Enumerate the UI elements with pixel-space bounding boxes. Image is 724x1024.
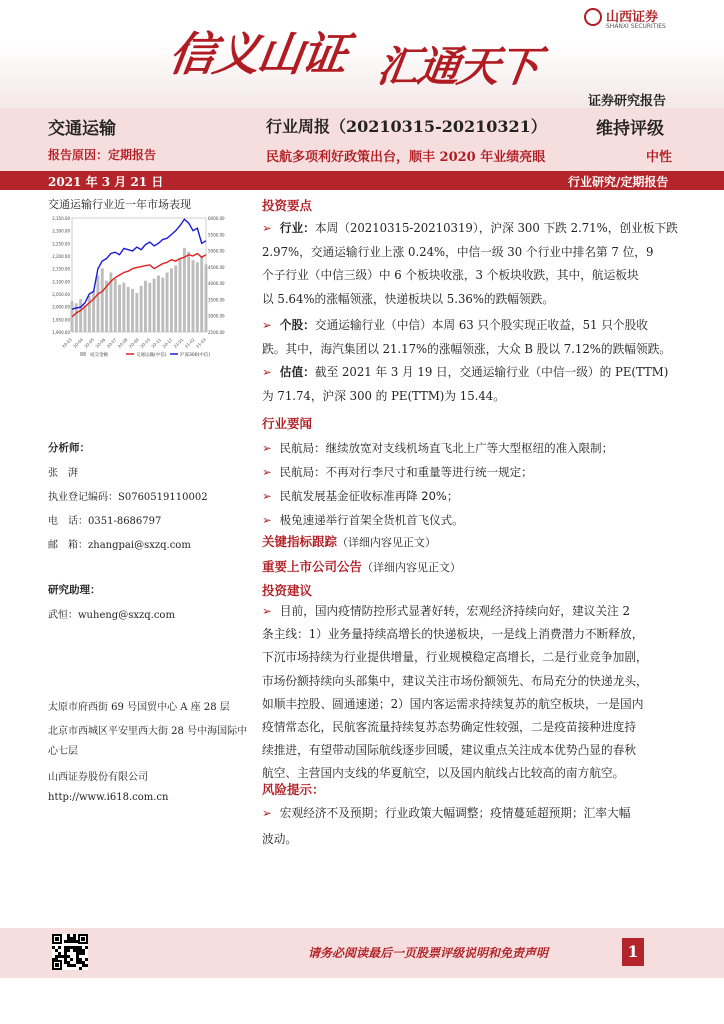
section-announcements [262, 557, 461, 575]
report-title: 行业周报（20210315-20210321） [266, 117, 547, 136]
key-point-industry [262, 217, 680, 311]
list-item: ➢ 民航局：不再对行李尺寸和重量等进行统一规定； [262, 465, 533, 479]
y2-tick-label: 6000.00 [208, 216, 225, 221]
section-tracking [262, 532, 436, 550]
y-tick-label: 2,050.00 [52, 292, 70, 297]
kp2-line: 交通运输行业（中信）本周 63 只个股实现正收益，51 只个股收 [314, 318, 648, 332]
kp1-line: 以 5.64%的涨幅领涨，快递板块以 5.36%的跌幅领跌。 [262, 291, 555, 306]
kp1-label: 行业： [279, 221, 315, 235]
x-tick-label: 20-10 [139, 337, 151, 349]
rating-label: 维持评级 [596, 119, 664, 139]
y-tick-label: 2,100.00 [52, 279, 70, 285]
arrow-icon: ➢ [262, 441, 272, 455]
y2-tick-label: 2500.00 [208, 330, 225, 335]
kp1-line: 个子行业（中信三级）中 6 个板块收涨，3 个板块收跌，其中，航运板块 [262, 268, 639, 283]
y2-tick-label: 4000.00 [208, 281, 225, 287]
section-advice: 投资建议 [262, 583, 313, 598]
analyst-license: 执业登记编码：S0760519110002 [48, 492, 208, 503]
volume-bar [84, 305, 87, 332]
volume-bar [79, 299, 82, 332]
y2-tick-label: 3500.00 [208, 297, 225, 303]
report-date: 2021 年 3 月 21 日 [48, 175, 164, 189]
header-banner [0, 0, 724, 108]
analyst-email[interactable]: 邮 箱：zhangpai@sxzq.com [48, 540, 191, 551]
x-tick-label: 21-01 [172, 337, 185, 349]
list-item: ➢ 民航局：继续放宽对支线机场直飞北上广等大型枢纽的准入限制； [262, 441, 614, 455]
slogan-left: 信义山证 [165, 27, 350, 81]
y2-tick-label: 5500.00 [208, 232, 225, 238]
volume-bar [192, 260, 195, 332]
volume-bar [166, 272, 169, 332]
y-tick-label: 2,200.00 [52, 254, 70, 259]
market-performance-chart [46, 212, 226, 362]
plot-area [72, 218, 206, 332]
volume-bar [131, 289, 134, 332]
x-tick-label: 20-08 [116, 337, 129, 349]
kp2-line: 跌。其中，海汽集团以 21.17%的涨幅领涨，大众 B 股以 7.12%的跌幅领跌。 [262, 341, 672, 356]
volume-bar [127, 287, 130, 332]
arrow-icon: ➢ [262, 489, 272, 503]
logo-text-cn: 山西证券 [606, 10, 659, 25]
hs300-line [72, 219, 206, 309]
key-point-stocks [262, 314, 680, 361]
logo-text-en: SHANXI SECURITIES [606, 23, 666, 30]
arrow-icon: ➢ [262, 365, 272, 379]
kp3-line: 截至 2021 年 3 月 19 日，交通运输行业（中信一级）的 PE(TTM) [314, 365, 669, 379]
x-tick-label: 20-09 [127, 337, 140, 349]
disclaimer: 请务必阅读最后一页股票评级说明和免责声明 [308, 946, 549, 960]
analyst-phone: 电 话：0351-8686797 [48, 516, 162, 527]
section-risk: 风险提示： [262, 782, 325, 797]
legend-label: 交通运输(中信) [136, 353, 167, 358]
arrow-icon: ➢ [262, 465, 272, 479]
news-list [262, 436, 680, 532]
announce-title: 重要上市公司公告 [262, 559, 363, 574]
y-tick-label: 1,900.00 [52, 330, 70, 335]
volume-bar [174, 265, 177, 332]
legend-swatch [80, 352, 86, 356]
x-tick-label: 20-03 [60, 337, 73, 349]
volume-bar [179, 258, 182, 332]
company-name: 山西证券股份有限公司 [48, 772, 148, 783]
volume-bar [114, 279, 117, 332]
x-tick-label: 20-11 [150, 337, 163, 349]
y-tick-label: 2,350.00 [52, 216, 70, 221]
kp3-line: 为 71.74，沪深 300 的 PE(TTM)为 15.44。 [262, 388, 505, 403]
company-website[interactable]: http://www.i618.com.cn [48, 792, 169, 803]
volume-bar [144, 281, 147, 332]
y2-tick-label: 3000.00 [208, 313, 225, 319]
risk-text: ➢ 宏观经济不及预期；行业政策大幅调整；疫情蔓延超预期；汇率大幅 波动。 [262, 806, 631, 846]
x-tick-label: 20-12 [161, 337, 174, 349]
y-tick-label: 2,300.00 [52, 228, 70, 234]
x-tick-label: 21-02 [183, 337, 196, 349]
volume-bar [200, 256, 203, 332]
key-point-valuation [262, 361, 680, 408]
report-reason: 报告原因：定期报告 [48, 148, 157, 162]
volume-bar [183, 248, 186, 332]
x-tick-label: 20-06 [94, 337, 107, 349]
arrow-icon: ➢ [262, 221, 272, 235]
volume-bar [135, 293, 138, 332]
analyst-name: 张 湃 [48, 468, 78, 479]
y-tick-label: 2,150.00 [52, 266, 70, 272]
address-taiyuan: 太原市府西街 69 号国贸中心 A 座 28 层 [48, 702, 230, 713]
y-tick-label: 2,250.00 [52, 241, 70, 247]
y-tick-label: 1,950.00 [52, 317, 70, 323]
arrow-icon: ➢ [262, 318, 272, 332]
x-tick-label: 20-07 [105, 337, 118, 349]
volume-bar [118, 285, 121, 332]
volume-bar [196, 262, 199, 332]
list-item: ➢ 民航发展基金征收标准再降 20%； [262, 489, 459, 503]
assistant-contact[interactable]: 武恒：wuheng@sxzq.com [48, 610, 175, 621]
report-category: 行业研究/定期报告 [568, 175, 669, 189]
qr-code-icon[interactable] [52, 934, 88, 970]
announce-note: （详细内容见正文） [362, 561, 462, 574]
transport-line [72, 253, 206, 316]
x-tick-label: 20-05 [83, 337, 96, 349]
section-news: 行业要闻 [262, 416, 313, 431]
section-key-points: 投资要点 [262, 198, 313, 213]
analyst-label: 分析师： [48, 442, 90, 454]
tracking-title: 关键指标跟踪 [262, 534, 338, 549]
legend-label: 成交金额 [90, 353, 108, 358]
y2-tick-label: 4500.00 [208, 264, 225, 270]
volume-bar [170, 268, 173, 332]
report-type: 证券研究报告 [588, 94, 667, 108]
kp1-line: 2.97%，交通运输行业上涨 0.24%，中信一级 30 个行业中排名第 7 位，9 [262, 244, 654, 259]
kp2-label: 个股： [279, 318, 315, 332]
tracking-note: （详细内容见正文） [337, 536, 437, 549]
legend-label: 沪深300(中信) [180, 353, 211, 358]
y2-tick-label: 5000.00 [208, 248, 225, 254]
arrow-icon: ➢ [262, 604, 272, 618]
list-item: ➢ 极兔速递举行首架全货机首飞仪式。 [262, 513, 464, 527]
volume-bar [161, 278, 164, 332]
y-tick-label: 2,000.00 [52, 304, 70, 310]
kp3-label: 估值： [279, 365, 315, 379]
industry-name: 交通运输 [48, 119, 116, 139]
arrow-icon: ➢ [262, 806, 272, 820]
headline: 民航多项利好政策出台，顺丰 2020 年业绩亮眼 [266, 150, 546, 165]
volume-bar [187, 252, 190, 332]
volume-bar [122, 283, 125, 332]
volume-bar [157, 276, 160, 332]
address-beijing: 北京市西城区平安里西大街 28 号中海国际中心七层 [48, 726, 248, 757]
volume-bar [148, 283, 151, 332]
assistant-label: 研究助理： [48, 584, 101, 596]
volume-bar [101, 268, 104, 332]
advice-text: ➢ 目前，国内疫情防控形式显著好转，宏观经济持续向好，建议关注 2 条主线：1）业务量持续高增长的快递板块，一是线上消费潜力不断释放， 下沉市场持续为行业提供增量，行业规模稳定高增长，二是行业竞争加剧， 市场份额持续向头部集中，建议关注市场份额领先、布局充分的快递龙头， 如顺丰控股、圆通速递；2）国内客运需求持续复苏的航空板块，一是国内 疫情常态化，民航客流量持续复苏态势确定性较强，二是疫苗接种进度持 续推进，有望带动国际航线逐步回暖，建议重点关注成本优势凸显的春秋 航空、主营国内支线的华夏航空，以及国内航线占比较高的南方航空。 [262, 604, 648, 781]
volume-bar [153, 279, 156, 332]
slogan-right: 汇通天下 [374, 42, 542, 91]
x-tick-label: 20-04 [72, 337, 84, 349]
arrow-icon: ➢ [262, 513, 272, 527]
chart-title: 交通运输行业近一年市场表现 [48, 198, 191, 211]
kp1-line: 本周（20210315-20210319），沪深 300 下跌 2.71%，创业板下跌 [314, 221, 678, 235]
company-logo-icon [584, 8, 602, 26]
x-tick-label: 21-03 [194, 337, 207, 349]
volume-bar [140, 286, 143, 332]
volume-bar [96, 276, 99, 332]
rating-value: 中性 [646, 150, 673, 165]
page-number: 1 [622, 938, 644, 966]
